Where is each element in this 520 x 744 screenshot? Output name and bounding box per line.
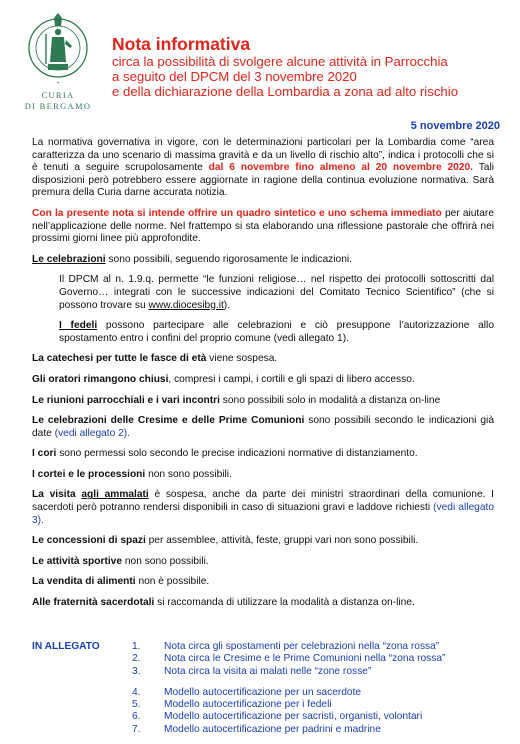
fraternita-heading: Alle fraternità sacerdotali xyxy=(32,597,155,609)
purpose-text: per aiutare nell’applicazione delle norme. Nel frattempo si sta elaborando una riflessione pastorale che offrirà nei prossimi giorni linee più approfondite. xyxy=(32,207,494,245)
document-date: 5 novembre 2020 xyxy=(410,120,500,132)
fedeli-paragraph xyxy=(59,320,494,345)
diocesi-link[interactable]: www.diocesibg.it xyxy=(148,299,224,311)
list-item[interactable] xyxy=(132,666,502,678)
list-item-number: 7. xyxy=(132,723,141,735)
list-item[interactable] xyxy=(132,687,502,699)
visita-text: è sospesa, anche da parte dei ministri straordinari della comunione. I sacerdoti però potranno rendersi disponibili in caso di situazioni gravi e laddove richiesti xyxy=(32,489,494,514)
allegato-3-link[interactable]: (vedi allegato 3). xyxy=(32,502,494,526)
dpcm-text: Il DPCM al n. 1.9.q. permette “le funzioni religiose… nel rispetto dei protocolli sottoscritti dal Governo… integrati con le successive indicazioni del Comitato Tecnico Scientifico” (che si possono trovare su xyxy=(59,274,494,311)
dpcm-text-end: ). xyxy=(223,299,231,311)
riunioni-text: sono possibili solo in modalità a distanza on-line xyxy=(219,394,441,406)
celebrazioni-heading: Le celebrazioni xyxy=(32,253,106,265)
allegato-label: IN ALLEGATO xyxy=(32,641,100,652)
allegato-2-link[interactable]: (vedi allegato 2). xyxy=(54,427,130,439)
dpcm-paragraph xyxy=(59,274,494,312)
catechesi-paragraph xyxy=(32,353,494,366)
curia-seal-icon xyxy=(26,10,90,90)
list-item-label: Nota circa la visita ai malati nelle “zone rosse” xyxy=(164,665,372,677)
list-item-label: Modello autocertificazione per sacristi, organisti, volontari xyxy=(164,711,423,723)
list-item-label: Modello autocertificazione per un sacerdote xyxy=(164,686,362,698)
cresime-heading: Le celebrazioni delle Cresime e delle Prime Comunioni xyxy=(32,415,305,427)
visita-paragraph xyxy=(32,489,494,527)
oratori-heading: Gli oratori rimangono chiusi xyxy=(32,373,169,385)
document-body xyxy=(32,137,494,618)
list-item-number: 1. xyxy=(132,641,141,652)
visita-heading-underlined: agli ammalati xyxy=(81,489,149,501)
list-item[interactable] xyxy=(132,699,502,711)
celebrazioni-text: sono possibili, seguendo rigorosamente le indicazioni. xyxy=(105,253,352,265)
alimenti-paragraph xyxy=(32,576,494,589)
purpose-paragraph xyxy=(32,208,494,246)
curia-label: CURIA xyxy=(41,90,75,100)
list-item-label: Nota circa gli spostamenti per celebrazioni nella “zona rossa” xyxy=(164,641,440,652)
spazi-heading: Le concessioni di spazi xyxy=(32,535,146,547)
intro-paragraph xyxy=(32,137,494,200)
svg-text:✦: ✦ xyxy=(56,80,60,85)
catechesi-heading: La catechesi per tutte le fasce di età xyxy=(32,353,207,365)
cortei-heading: I cortei e le processioni xyxy=(32,468,146,480)
document-header xyxy=(112,34,512,99)
list-item-number: 4. xyxy=(132,686,141,698)
subtitle-line-1: circa la possibilità di svolgere alcune attività in Parrocchia xyxy=(112,54,448,69)
sportive-paragraph xyxy=(32,556,494,569)
list-item-number: 2. xyxy=(132,653,141,665)
list-item-number: 3. xyxy=(132,665,141,677)
spazi-text: per assemblee, attività, feste, gruppi vari non sono possibili. xyxy=(145,535,419,547)
oratori-text: , compresi i campi, i cortili e gli spazi di libero accesso. xyxy=(168,373,415,385)
visita-heading: La visita xyxy=(32,489,82,501)
list-item-label: Nota circa le Cresime e le Prime Comunioni nella “zona rossa” xyxy=(164,653,446,665)
cortei-paragraph xyxy=(32,469,494,482)
cresime-paragraph xyxy=(32,415,494,440)
list-item[interactable] xyxy=(132,711,502,723)
list-item-number: 6. xyxy=(132,711,141,723)
cori-heading: I cori xyxy=(32,448,57,460)
subtitle-line-3: e della dichiarazione della Lombardia a zona ad alto rischio xyxy=(112,84,459,99)
intro-text: La normativa governativa in vigore, con le determinazioni particolari per la Lombardia come “area caratterizza da uno scenario di massima gravità e da un livello di rischio alto”, indica i protocolli che si è tenuti a seguire scrupolosamente xyxy=(32,137,494,174)
celebrazioni-paragraph xyxy=(32,254,494,267)
cori-text: sono permessi solo secondo le precise indicazioni normative di distanziamento. xyxy=(56,448,418,460)
sportive-heading: Le attività sportive xyxy=(32,555,123,567)
allegato-list xyxy=(132,641,502,736)
alimenti-text: non è possibile. xyxy=(135,576,210,588)
catechesi-text: viene sospesa. xyxy=(206,353,278,365)
alimenti-heading: La vendita di alimenti xyxy=(32,576,136,588)
subtitle-line-2: a seguito del DPCM del 3 novembre 2020 xyxy=(112,69,357,84)
list-item-number: 5. xyxy=(132,699,141,711)
page-title: Nota informativa xyxy=(112,34,251,54)
list-item-label: Modello autocertificazione per padrini e madrine xyxy=(164,723,381,735)
list-item[interactable] xyxy=(132,724,502,736)
intro-date-range: dal 6 novembre fino almeno al 20 novembre 2020. xyxy=(208,162,474,174)
riunioni-heading: Le riunioni parrocchiali e i vari incontri xyxy=(32,394,220,406)
fraternita-text: si raccomanda di utilizzare la modalità a distanza on-line. xyxy=(154,597,415,609)
fedeli-text: possono partecipare alle celebrazioni e ciò presuppone l’autorizzazione allo spostamento entro i confini del proprio comune (vedi allegato 1). xyxy=(59,320,494,344)
cresime-text: sono possibili secondo le indicazioni già date xyxy=(32,415,494,439)
fedeli-heading: I fedeli xyxy=(59,320,98,332)
fraternita-paragraph xyxy=(32,597,494,610)
cori-paragraph xyxy=(32,448,494,461)
list-spacer xyxy=(132,678,502,687)
list-item[interactable] xyxy=(132,641,502,653)
sportive-text: non sono possibili. xyxy=(122,555,209,567)
list-item[interactable] xyxy=(132,653,502,665)
curia-logo xyxy=(16,10,100,112)
list-item-label: Modello autocertificazione per i fedeli xyxy=(164,699,332,711)
purpose-highlight: Con la presente nota si intende offrire un quadro sintetico e uno schema immediato xyxy=(32,207,442,219)
riunioni-paragraph xyxy=(32,395,494,408)
oratori-paragraph xyxy=(32,374,494,387)
spazi-paragraph xyxy=(32,535,494,548)
curia-city-label: DI BERGAMO xyxy=(24,101,92,111)
cortei-text: non sono possibili. xyxy=(145,468,232,480)
intro-text-end: Tali disposizioni però potrebbero essere aggiornate in ragione della continua evoluzione normativa. Sarà premura della Curia darne accurata notizia. xyxy=(32,162,494,199)
